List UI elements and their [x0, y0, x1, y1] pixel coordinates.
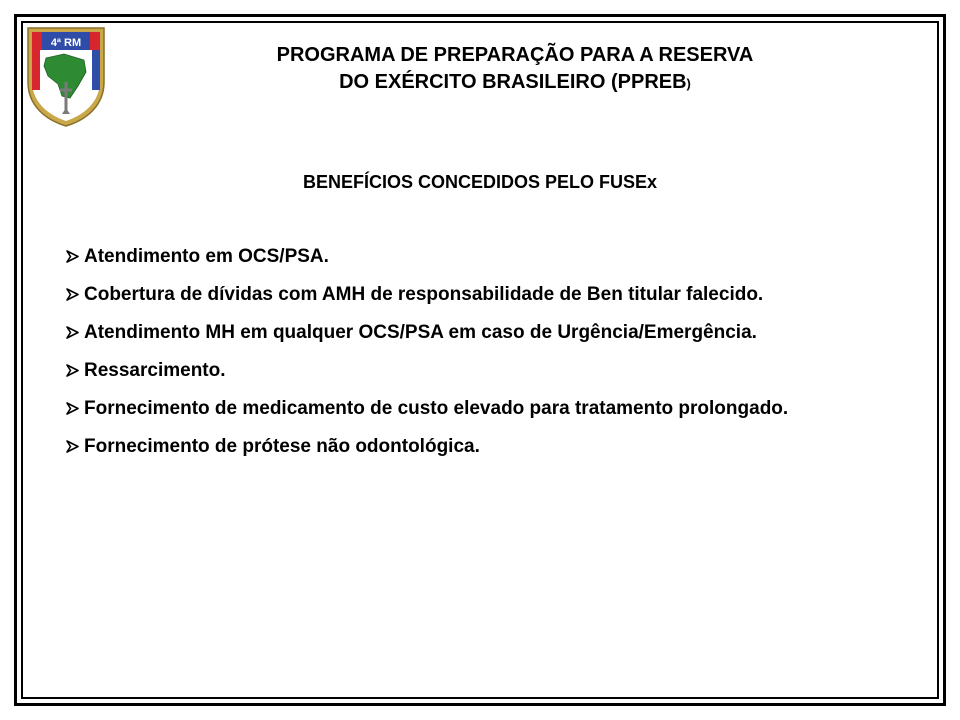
- header-line-2: [130, 69, 900, 97]
- arrowhead-bullet-icon: [66, 440, 79, 453]
- list-item: [66, 428, 899, 466]
- 4rm-shield-emblem: [24, 24, 108, 128]
- benefit-text: Cobertura de dívidas com AMH de responsabilidade de Ben titular falecido.: [84, 284, 764, 305]
- header-line-2-paren: ): [686, 76, 691, 91]
- list-item: [66, 352, 899, 390]
- benefit-text: Fornecimento de medicamento de custo elevado para tratamento prolongado.: [84, 398, 789, 419]
- emblem-text: 4ª RM: [50, 37, 82, 49]
- benefit-text: Fornecimento de prótese não odontológica.: [84, 436, 480, 457]
- benefit-text: Atendimento MH em qualquer OCS/PSA em caso de Urgência/Emergência.: [84, 322, 757, 343]
- header-line-2-main: DO EXÉRCITO BRASILEIRO (PPREB: [339, 71, 687, 93]
- section-title: BENEFÍCIOS CONCEDIDOS PELO FUSEx: [302, 172, 658, 192]
- header-line-1: PROGRAMA DE PREPARAÇÃO PARA A RESERVA: [276, 44, 754, 66]
- benefits-list: [66, 238, 899, 466]
- benefit-text: Ressarcimento.: [84, 360, 226, 381]
- benefit-text: Atendimento em OCS/PSA.: [84, 246, 329, 267]
- list-item: [66, 276, 899, 314]
- arrowhead-bullet-icon: [66, 288, 79, 301]
- arrowhead-bullet-icon: [66, 250, 79, 263]
- arrowhead-bullet-icon: [66, 364, 79, 377]
- arrowhead-bullet-icon: [66, 402, 79, 415]
- list-item: [66, 314, 899, 352]
- program-header: [130, 42, 900, 97]
- list-item: [66, 390, 899, 428]
- arrowhead-bullet-icon: [66, 326, 79, 339]
- list-item: [66, 238, 899, 276]
